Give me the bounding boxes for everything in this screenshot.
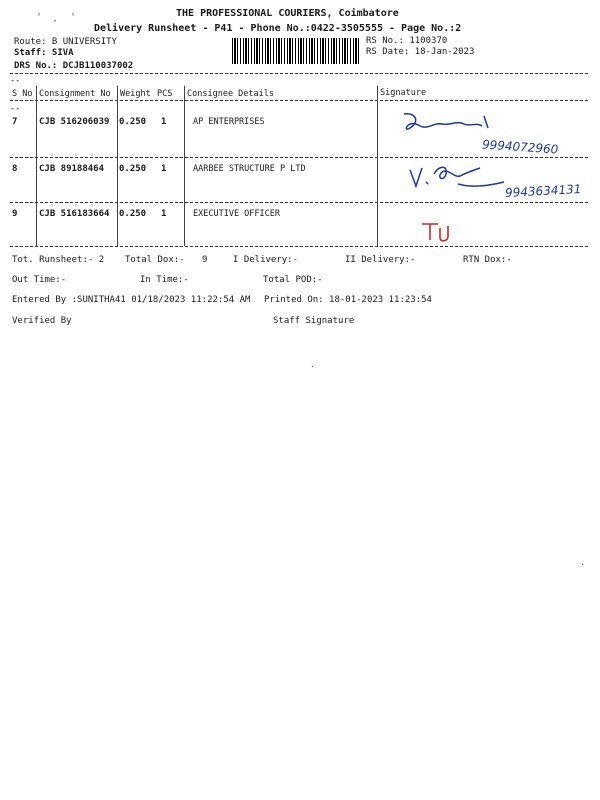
row-divider (10, 246, 588, 247)
row-weight: 0.250 (119, 117, 147, 127)
row-sno: 8 (12, 164, 18, 174)
row-consignment: CJB 89188464 (39, 164, 105, 174)
row-consignee: AARBEE STRUCTURE P LTD (193, 164, 306, 174)
signature-phone: 9943634131 (504, 182, 582, 200)
rs-date: RS Date: 18-Jan-2023 (366, 47, 475, 57)
divider (10, 100, 588, 101)
column-divider (36, 86, 37, 246)
total-pod: Total POD:- (263, 275, 323, 285)
row-sno: 7 (12, 117, 18, 127)
scan-mark: · (310, 362, 315, 371)
col-header-sno: S No (12, 89, 33, 99)
rs-number: RS No.: 1100370 (366, 36, 448, 46)
i-delivery: I Delivery:- (233, 255, 299, 265)
scan-mark: -- (10, 104, 21, 114)
col-header-signature: Signature (380, 88, 427, 98)
in-time: In Time:- (140, 275, 189, 285)
column-divider (184, 86, 185, 246)
row-sno: 9 (12, 209, 18, 219)
row-consignee: EXECUTIVE OFFICER (193, 209, 280, 219)
scan-mark: -- (10, 76, 21, 86)
runsheet-subtitle: Delivery Runsheet - P41 - Phone No.:0422-3505555 - Page No.:2 (94, 23, 462, 34)
row-weight: 0.250 (119, 164, 147, 174)
total-dox-value: 9 (202, 255, 208, 265)
out-time: Out Time:- (12, 275, 67, 285)
row-consignment: CJB 516206039 (39, 117, 110, 127)
scan-mark: · (52, 16, 59, 27)
route-label: Route: B UNIVERSITY (14, 37, 117, 47)
scan-mark: ' (36, 12, 43, 23)
entered-by: Entered By :SUNITHA41 01/18/2023 11:22:54 AM (12, 295, 251, 305)
staff-signature: Staff Signature (273, 316, 355, 326)
ii-delivery: II Delivery:- (345, 255, 416, 265)
col-header-consignee: Consignee Details (187, 89, 274, 99)
signature-phone: 9994072960 (481, 137, 559, 157)
column-divider (117, 86, 118, 246)
scan-mark: ' (70, 12, 77, 23)
col-header-weight: Weight (120, 89, 151, 99)
col-header-pcs: PCS (157, 89, 173, 99)
barcode-image (232, 38, 360, 64)
printed-on: Printed On: 18-01-2023 11:23:54 (264, 295, 432, 305)
total-dox-label: Total Dox:- (125, 255, 185, 265)
red-ink-mark (420, 220, 452, 244)
row-divider (10, 202, 588, 203)
row-pcs: 1 (161, 164, 167, 174)
row-divider (10, 157, 588, 158)
scan-mark: · (580, 560, 585, 569)
staff-label: Staff: SIVA (14, 48, 74, 58)
row-pcs: 1 (161, 209, 167, 219)
row-consignee: AP ENTERPRISES (193, 117, 265, 127)
company-title: THE PROFESSIONAL COURIERS, Coimbatore (176, 8, 399, 19)
column-divider (377, 86, 378, 246)
col-header-consignment: Consignment No (39, 89, 111, 99)
drs-number: DRS No.: DCJB110037002 (14, 61, 134, 71)
signature-scribble (408, 160, 508, 194)
divider (10, 73, 588, 74)
row-consignment: CJB 516183664 (39, 209, 110, 219)
rtn-dox: RTN Dox:- (463, 255, 512, 265)
row-weight: 0.250 (119, 209, 147, 219)
verified-by: Verified By (12, 316, 72, 326)
row-pcs: 1 (161, 117, 167, 127)
tot-runsheet: Tot. Runsheet:- 2 (12, 255, 105, 265)
